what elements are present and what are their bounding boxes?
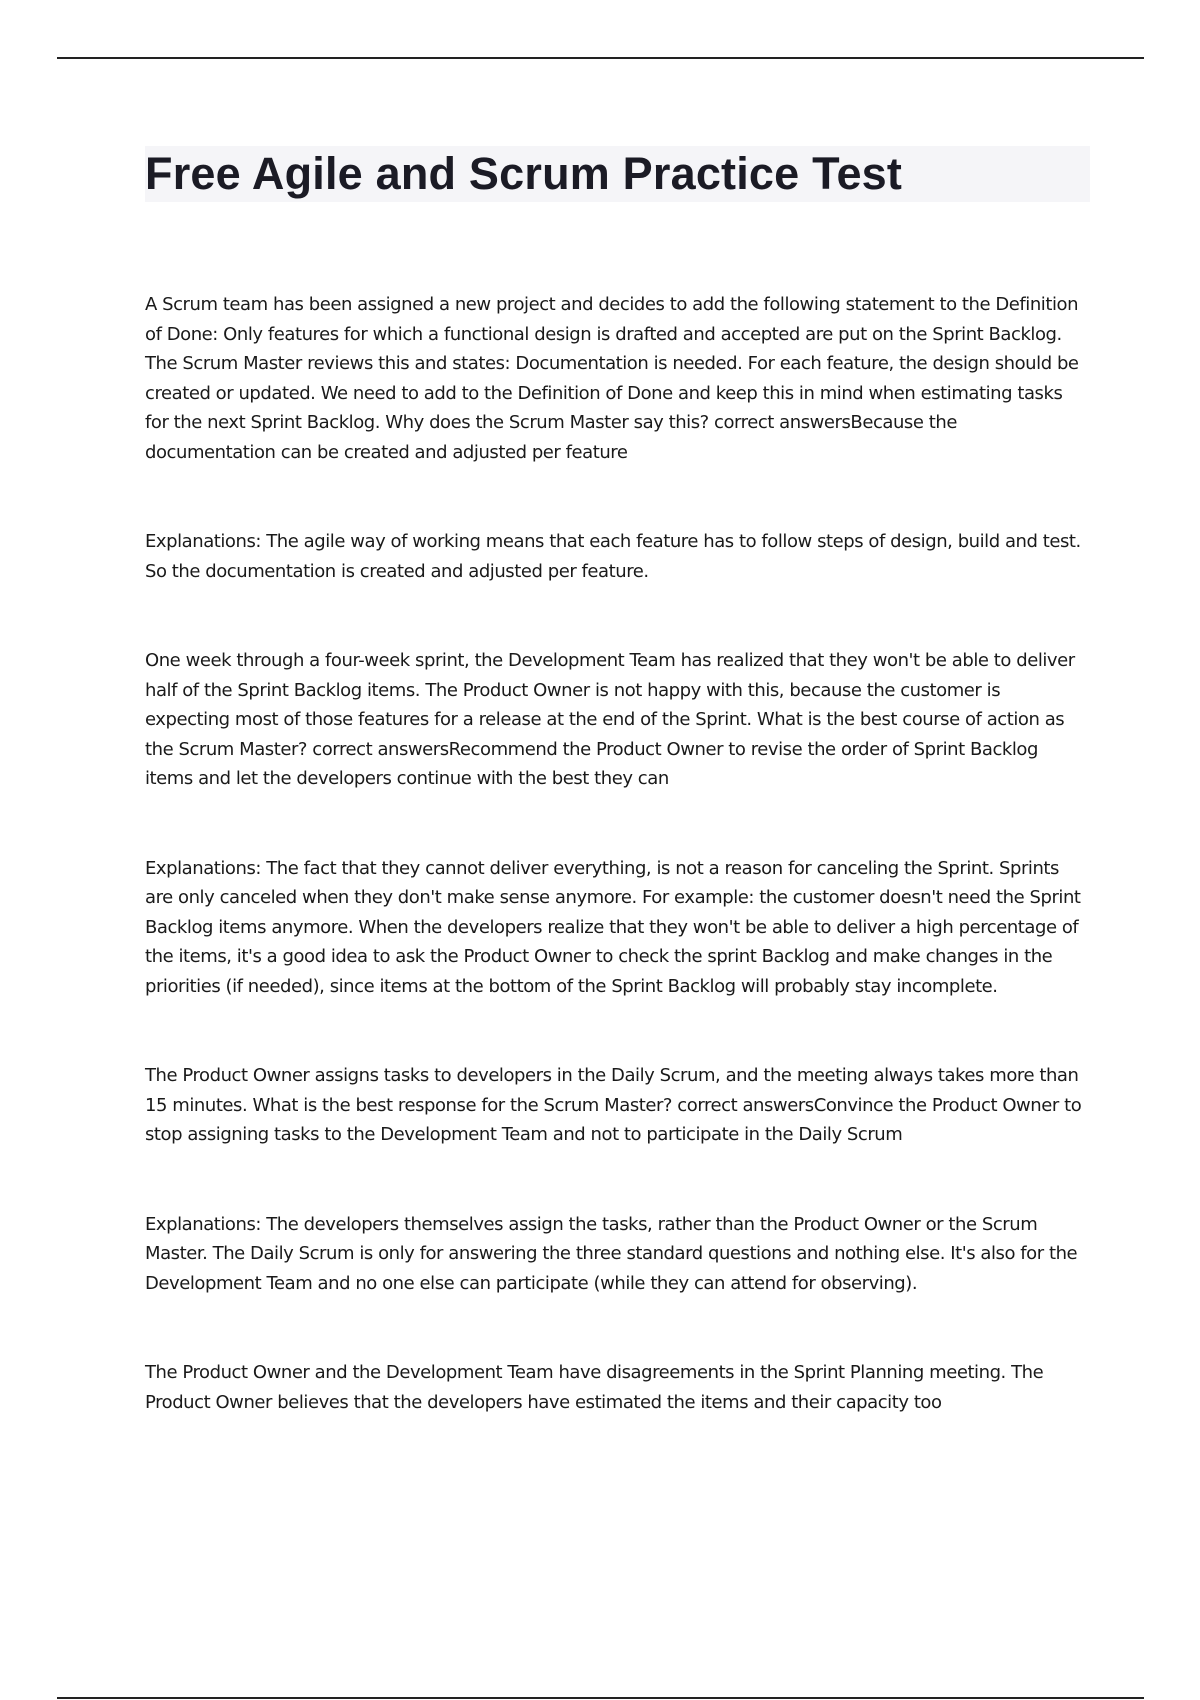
document-body [145, 290, 1090, 1417]
question-2: One week through a four-week sprint, the Development Team has realized that they won't be able to deliver half of the Sprint Backlog items. The Product Owner is not happy with this, because the customer is expecting most of those features for a release at the end of the Sprint. What is the best course of action as the Scrum Master? correct answersRecommend the Product Owner to revise the order of Sprint Backlog items and let the developers continue with the best they can [145, 650, 1075, 789]
explanation-2: Explanations: The fact that they cannot deliver everything, is not a reason for canceling the Sprint. Sprints are only canceled when they don't make sense anymore. For example: the customer doesn't need the Sprint Backlog items anymore. When the developers realize that they won't be able to deliver a high percentage of the items, it's a good idea to ask the Product Owner to check the sprint Backlog and make changes in the priorities (if needed), since items at the bottom of the Sprint Backlog will probably stay incomplete. [145, 857, 1081, 997]
bottom-rule [57, 1697, 1144, 1699]
page-title: Free Agile and Scrum Practice Test [145, 148, 903, 199]
question-1: A Scrum team has been assigned a new project and decides to add the following statement to the Definition of Done: Only features for which a functional design is drafted and accepted are put on the Sprint Backlog. The Scrum Master reviews this and states: Documentation is needed. For each feature, the design should be created or updated. We need to add to the Definition of Done and keep this in mind when estimating tasks for the next Sprint Backlog. Why does the Scrum Master say this? correct answersBecause the documentation can be created and adjusted per feature [145, 294, 1079, 463]
question-4-partial: The Product Owner and the Development Team have disagreements in the Sprint Planning meeting. The Product Owner believes that the developers have estimated the items and their capacity too [145, 1362, 1044, 1413]
top-rule [57, 57, 1144, 59]
explanation-3: Explanations: The developers themselves assign the tasks, rather than the Product Owner or the Scrum Master. The Daily Scrum is only for answering the three standard questions and nothing else. It's also for the Development Team and no one else can participate (while they can attend for observing). [145, 1213, 1078, 1294]
explanation-1: Explanations: The agile way of working means that each feature has to follow steps of design, build and test. So the documentation is created and adjusted per feature. [145, 531, 1081, 582]
question-3: The Product Owner assigns tasks to developers in the Daily Scrum, and the meeting always takes more than 15 minutes. What is the best response for the Scrum Master? correct answersConvince the Product Owner to stop assigning tasks to the Development Team and not to participate in the Daily Scrum [145, 1065, 1082, 1145]
